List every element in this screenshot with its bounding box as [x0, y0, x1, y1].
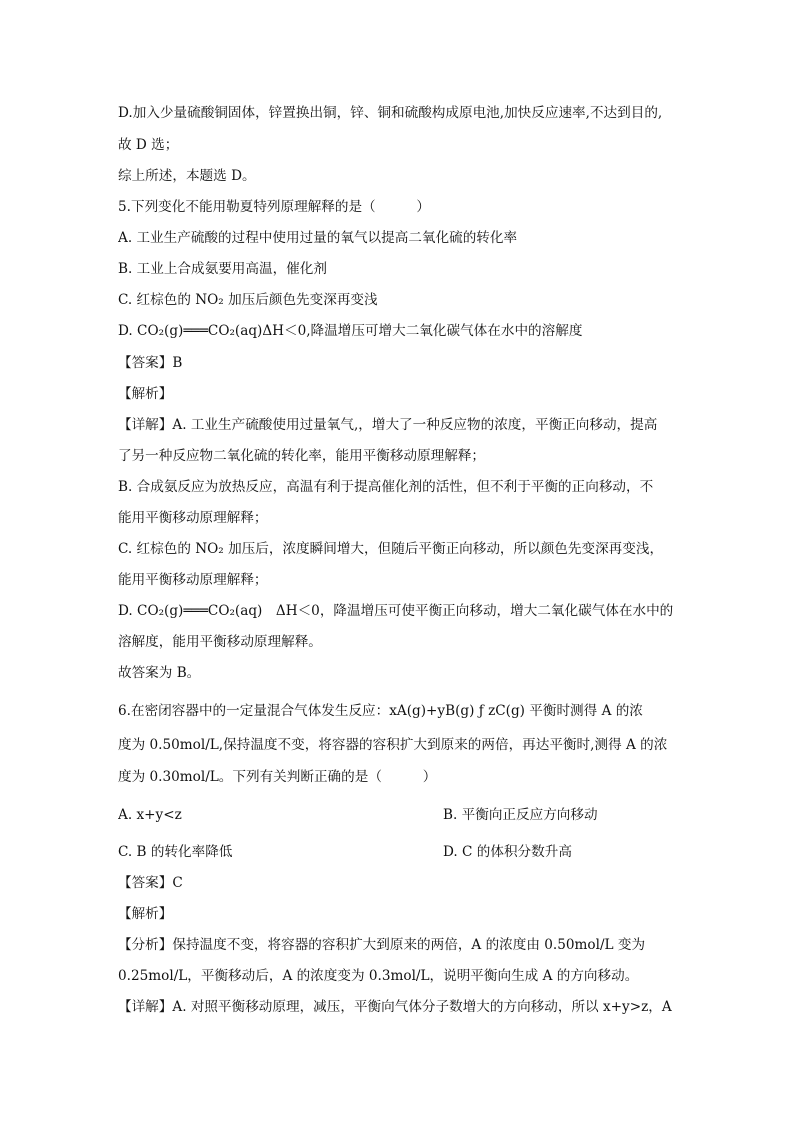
question-5-option-b: B. 工业上合成氨要用高温，催化剂 — [118, 261, 327, 277]
text-line: 溶解度，能用平衡移动原理解释。 — [118, 634, 322, 650]
text-line: 故答案为 B。 — [118, 665, 201, 681]
text-line: 了另一种反应物二氧化硫的转化率，能用平衡移动原理解释； — [118, 448, 486, 464]
text-line: 故 D 选； — [118, 137, 179, 153]
text-line: 【分析】保持温度不变，将容器的容积扩大到原来的两倍，A 的浓度由 0.50mol/L 变为 — [118, 937, 646, 953]
question-5-stem: 5.下列变化不能用勒夏特列原理解释的是（ ） — [118, 199, 431, 215]
question-5-option-d: D. CO₂(g)═══CO₂(aq)ΔH＜0,降温增压可增大二氧化碳气体在水中的溶解度 — [118, 323, 583, 339]
question-5-option-c: C. 红棕色的 NO₂ 加压后颜色先变深再变浅 — [118, 292, 378, 308]
text-line: C. 红棕色的 NO₂ 加压后，浓度瞬间增大，但随后平衡正向移动，所以颜色先变深再变浅， — [118, 541, 664, 557]
text-line: 【详解】A. 工业生产硫酸使用过量氧气,，增大了一种反应物的浓度，平衡正向移动，提高 — [118, 417, 658, 433]
text-line: 0.25mol/L，平衡移动后，A 的浓度变为 0.3mol/L，说明平衡向生成 A 的方向移动。 — [118, 968, 639, 984]
analysis-label: 【解析】 — [118, 386, 173, 402]
text-line: 综上所述，本题选 D。 — [118, 168, 256, 184]
answer-label: 【答案】C — [118, 875, 183, 891]
question-5-option-a: A. 工业生产硫酸的过程中使用过量的氧气以提高二氧化硫的转化率 — [118, 230, 518, 246]
text-line: 能用平衡移动原理解释； — [118, 510, 268, 526]
question-6-stem: 6.在密闭容器中的一定量混合气体发生反应：xA(g)+yB(g) ƒ zC(g) 平衡时测得 A 的浓 — [118, 703, 643, 719]
question-6-option-a: A. x+y<z — [118, 807, 182, 823]
text-line: 度为 0.30mol/L。下列有关判断正确的是（ ） — [118, 769, 437, 785]
text-line: B. 合成氨反应为放热反应，高温有利于提高催化剂的活性，但不利于平衡的正向移动，不 — [118, 479, 654, 495]
question-6-option-b: B. 平衡向正反应方向移动 — [443, 807, 598, 823]
text-line: 【详解】A. 对照平衡移动原理，减压，平衡向气体分子数增大的方向移动，所以 x+y>z，A — [118, 999, 672, 1015]
text-line: 度为 0.50mol/L,保持温度不变，将容器的容积扩大到原来的两倍，再达平衡时,测得 A 的浓 — [118, 737, 668, 753]
question-6-option-d: D. C 的体积分数升高 — [443, 844, 572, 860]
text-line: D. CO₂(g)═══CO₂(aq) ΔH＜0，降温增压可使平衡正向移动，增大二氧化碳气体在水中的 — [118, 603, 674, 619]
analysis-label: 【解析】 — [118, 906, 173, 922]
question-6-option-c: C. B 的转化率降低 — [118, 844, 233, 860]
text-line: D.加入少量硫酸铜固体，锌置换出铜，锌、铜和硫酸构成原电池,加快反应速率,不达到目的, — [118, 105, 663, 121]
text-line: 能用平衡移动原理解释； — [118, 572, 268, 588]
answer-label: 【答案】B — [118, 355, 183, 371]
